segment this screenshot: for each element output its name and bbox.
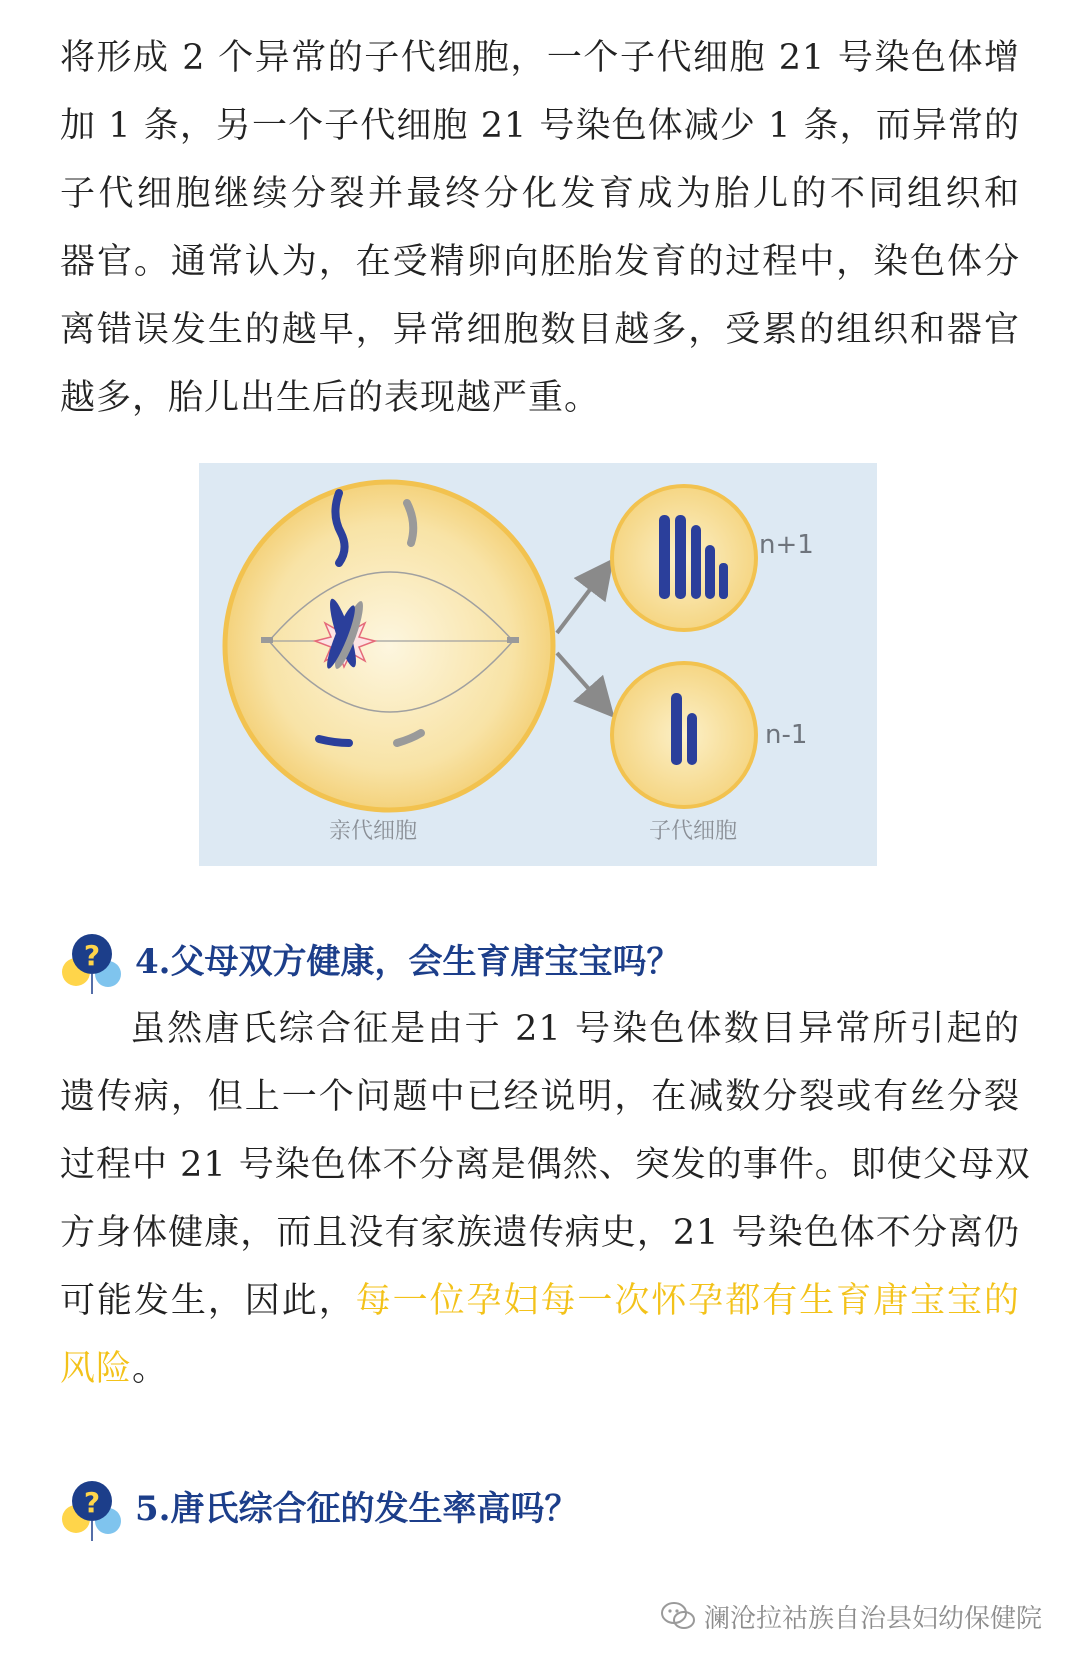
highlighted-text: 风险 bbox=[60, 1349, 133, 1389]
child-cell-caption: 子代细胞 bbox=[649, 819, 738, 844]
section-4-heading bbox=[60, 928, 1020, 998]
section-5-heading bbox=[60, 1475, 1020, 1545]
text-line: 加 1 条，另一个子代细胞 21 号染色体减少 1 条，而异常的 bbox=[60, 106, 1020, 146]
cell-division-figure bbox=[199, 463, 877, 866]
text-line: 过程中 21 号染色体不分离是偶然、突发的事件。即使父母双 bbox=[60, 1145, 1031, 1185]
paragraph-section-4 bbox=[60, 995, 1031, 1403]
arrow-down bbox=[557, 653, 604, 706]
text-line: 遗传病，但上一个问题中已经说明，在减数分裂或有丝分裂 bbox=[60, 1077, 1020, 1117]
child-cell-top bbox=[612, 486, 756, 630]
text-line: 离错误发生的越早，异常细胞数目越多，受累的组织和器官 bbox=[60, 310, 1020, 350]
text-line: 器官。通常认为，在受精卵向胚胎发育的过程中，染色体分 bbox=[60, 242, 1020, 282]
text-line bbox=[60, 1267, 1020, 1335]
paragraph-intro bbox=[60, 24, 1020, 432]
watermark-text: 澜沧拉祜族自治县妇幼保健院 bbox=[703, 1603, 1042, 1634]
text-line: 虽然唐氏综合征是由于 21 号染色体数目异常所引起的 bbox=[130, 1009, 1020, 1049]
arrow-up bbox=[557, 571, 604, 633]
question-balloon-icon bbox=[60, 928, 126, 998]
parent-cell-caption: 亲代细胞 bbox=[329, 819, 418, 844]
highlighted-text: 每一位孕妇每一次怀孕都有生育唐宝宝的 bbox=[355, 1281, 1020, 1321]
cell-division-diagram bbox=[199, 463, 877, 866]
wechat-icon bbox=[660, 1601, 696, 1631]
question-balloon-icon bbox=[60, 1475, 126, 1545]
svg-text:?: ? bbox=[83, 939, 101, 972]
label-n-plus-1: n+1 bbox=[759, 530, 814, 560]
text-segment: 。 bbox=[132, 1349, 169, 1389]
text-line: 将形成 2 个异常的子代细胞，一个子代细胞 21 号染色体增 bbox=[60, 38, 1020, 78]
section-5-title: 5.唐氏综合征的发生率高吗？ bbox=[135, 1489, 579, 1529]
text-line: 越多，胎儿出生后的表现越严重。 bbox=[60, 378, 601, 418]
parent-cell bbox=[225, 482, 553, 810]
text-line: 方身体健康，而且没有家族遗传病史，21 号染色体不分离仍 bbox=[60, 1213, 1020, 1253]
label-n-minus-1: n-1 bbox=[765, 720, 808, 750]
child-cell-bottom bbox=[612, 663, 756, 807]
text-line bbox=[60, 1335, 1020, 1403]
section-4-title: 4.父母双方健康，会生育唐宝宝吗？ bbox=[135, 942, 681, 982]
text-segment: 可能发生，因此， bbox=[60, 1281, 356, 1321]
svg-text:?: ? bbox=[83, 1486, 101, 1519]
text-line: 子代细胞继续分裂并最终分化发育成为胎儿的不同组织和 bbox=[60, 174, 1020, 214]
watermark bbox=[660, 1596, 1042, 1636]
